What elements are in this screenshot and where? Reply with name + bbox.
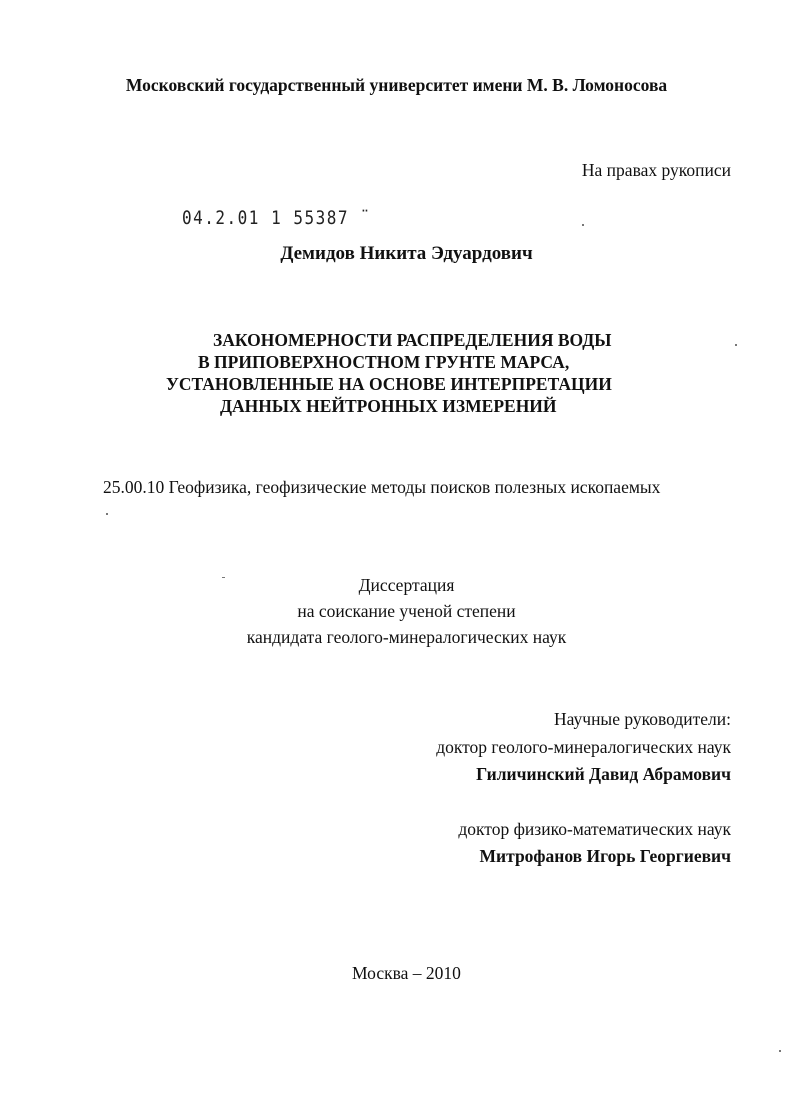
- author-name: Демидов Никита Эдуардович: [280, 243, 533, 264]
- registry-stamp: 04.2.01 1 55387 ¨: [182, 206, 372, 229]
- scan-speck: [735, 344, 737, 346]
- scan-speck: [222, 577, 225, 578]
- scan-speck: [582, 224, 584, 226]
- supervisor-name: Гиличинский Давид Абрамович: [476, 764, 731, 784]
- document-type: Диссертация: [358, 575, 455, 595]
- title-line: УСТАНОВЛЕННЫЕ НА ОСНОВЕ ИНТЕРПРЕТАЦИИ: [166, 374, 612, 394]
- supervisor-name: Митрофанов Игорь Георгиевич: [479, 846, 731, 866]
- degree-purpose: на соискание ученой степени: [297, 601, 516, 621]
- supervisor-degree: доктор геолого-минералогических наук: [436, 737, 731, 757]
- scan-speck: [779, 1050, 781, 1052]
- city-year: Москва – 2010: [352, 963, 461, 983]
- title-line: ЗАКОНОМЕРНОСТИ РАСПРЕДЕЛЕНИЯ ВОДЫ: [213, 330, 612, 350]
- university-name: Московский государственный университет имени М. В. Ломоносова: [125, 75, 668, 95]
- scan-speck: [106, 513, 108, 515]
- supervisors-heading: Научные руководители:: [554, 709, 731, 729]
- supervisor-degree: доктор физико-математических наук: [458, 819, 731, 839]
- title-line: ДАННЫХ НЕЙТРОННЫХ ИЗМЕРЕНИЙ: [220, 396, 557, 416]
- degree-name: кандидата геолого-минералогических наук: [246, 627, 567, 647]
- title-line: В ПРИПОВЕРХНОСТНОМ ГРУНТЕ МАРСА,: [198, 352, 570, 372]
- rights-note: На правах рукописи: [581, 160, 731, 180]
- specialty-code: 25.00.10 Геофизика, геофизические методы поисков полезных ископаемых: [103, 477, 661, 497]
